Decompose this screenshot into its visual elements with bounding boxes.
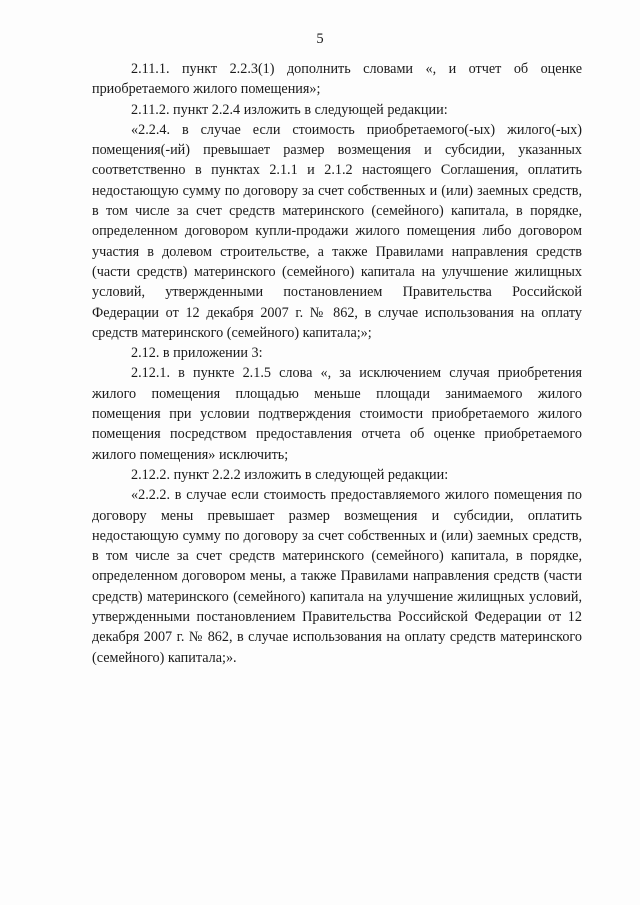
document-body — [92, 59, 582, 668]
paragraph-quote-2-2-4: «2.2.4. в случае если стоимость приобретаемого(-ых) жилого(-ых) помещения(-ий) превышает размер возмещения и субсидии, указанных соответственно в пунктах 2.1.1 и 2.1.2 настоящего Соглашения, оплатить недостающую сумму по договору за счет собственных и (или) заемных средств, в том числе за счет средств материнского (семейного) капитала, в порядке, определенном договором купли-продажи жилого помещения либо договором участия в долевом строительстве, а также Правилами направления средств (части средств) материнского (семейного) капитала на улучшение жилищных условий, утвержденными постановлением Правительства Российской Федерации от 12 декабря 2007 г. № 862, в случае использования на оплату средств материнского (семейного) капитала;»; — [92, 121, 582, 341]
paragraph-2-12-2: 2.12.2. пункт 2.2.2 изложить в следующей редакции: — [131, 466, 449, 483]
page-number: 5 — [316, 31, 324, 47]
paragraph-2-12-1: 2.12.1. в пункте 2.1.5 слова «, за исключением случая приобретения жилого помещения площадью меньше площади занимаемого жилого помещения при условии подтверждения стоимости приобретаемого жилого помещения посредством предоставления отчета об оценке приобретаемого жилого помещения» исключить; — [92, 365, 582, 463]
paragraph-2-11-2: 2.11.2. пункт 2.2.4 изложить в следующей редакции: — [131, 101, 448, 118]
paragraph-2-11-1: 2.11.1. пункт 2.2.3(1) дополнить словами «, и отчет об оценке приобретаемого жилого помещения»; — [92, 61, 582, 98]
paragraph-2-12: 2.12. в приложении 3: — [131, 345, 263, 362]
paragraph-quote-2-2-2: «2.2.2. в случае если стоимость предоставляемого жилого помещения по договору мены превышает размер возмещения и субсидии, оплатить недостающую сумму по договору за счет собственных и (или) заемных средств, в том числе за счет средств материнского (семейного) капитала, в порядке, определенном договором мены, а также Правилами направления средств (части средств) материнского (семейного) капитала на улучшение жилищных условий, утвержденными постановлением Правительства Российской Федерации от 12 декабря 2007 г. № 862, в случае использования на оплату средств материнского (семейного) капитала;». — [92, 487, 582, 666]
